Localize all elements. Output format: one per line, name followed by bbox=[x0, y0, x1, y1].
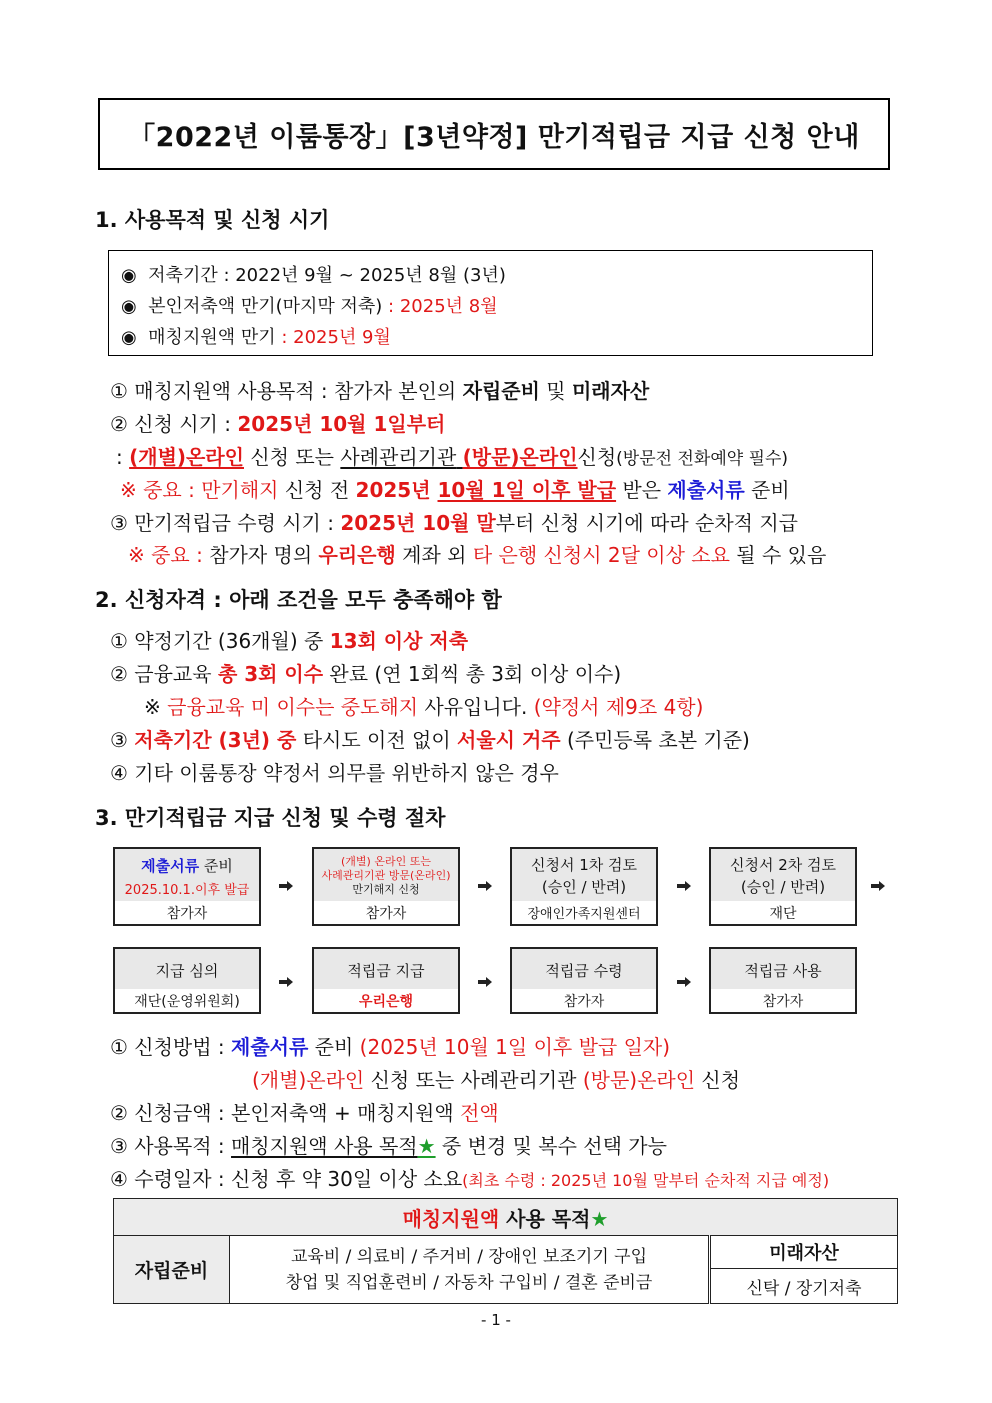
arrow-right-icon bbox=[871, 881, 885, 891]
period-info-box bbox=[108, 250, 873, 356]
future-assets-items: 신탁 / 장기저축 bbox=[710, 1269, 898, 1304]
flow-step-7: 적립금 수령 참가자 bbox=[510, 947, 658, 1014]
future-assets-label: 미래자산 bbox=[710, 1236, 898, 1269]
info-line-1 bbox=[121, 261, 506, 287]
flow-step-6: 적립금 지급 우리은행 bbox=[312, 947, 460, 1014]
info-line-3 bbox=[121, 323, 391, 349]
method-line-1: ① 신청방법 : 제출서류 준비 (2025년 10월 1일 이후 발급 일자) bbox=[110, 1035, 671, 1059]
purpose-table-title: 매칭지원액 사용 목적★ bbox=[114, 1199, 898, 1236]
radio-bullet-icon: ◉ bbox=[121, 296, 137, 317]
arrow-right-icon bbox=[478, 881, 492, 891]
section-3-heading: 3. 만기적립금 지급 신청 및 수령 절차 bbox=[95, 806, 446, 830]
qual-line-1: ① 약정기간 (36개월) 중 13회 이상 저축 bbox=[110, 629, 469, 653]
own-savings-maturity-label: 본인저축액 만기(마지막 저축) bbox=[148, 296, 389, 317]
qual-line-2: ② 금융교육 총 3회 이수 완료 (연 1회씩 총 3회 이상 이수) bbox=[110, 662, 622, 686]
qual-line-3: ③ 저축기간 (3년) 중 타시도 이전 없이 서울시 거주 (주민등록 초본 기준) bbox=[110, 728, 750, 752]
star-icon: ★ bbox=[417, 1134, 436, 1158]
info-line-2 bbox=[121, 292, 498, 318]
savings-period-text: 저축기간 : 2022년 9월 ~ 2025년 8월 (3년) bbox=[148, 265, 506, 286]
apply-period-line: ② 신청 시기 : 2025년 10월 1일부터 bbox=[110, 412, 446, 436]
arrow-right-icon bbox=[279, 977, 293, 987]
receive-period-line: ③ 만기적립금 수령 시기 : 2025년 10월 말부터 신청 시기에 따라 순차적 지급 bbox=[110, 511, 799, 535]
matching-maturity-label: 매칭지원액 만기 bbox=[148, 327, 282, 348]
purpose-table bbox=[113, 1198, 898, 1304]
amount-line: ② 신청금액 : 본인저축액 + 매칭지원액 전액 bbox=[110, 1101, 499, 1125]
flow-step-4: 신청서 2차 검토 (승인 / 반려) 재단 bbox=[709, 847, 857, 926]
flow-step-8: 적립금 사용 참가자 bbox=[709, 947, 857, 1014]
method-line-2: (개별)온라인 신청 또는 사례관리기관 (방문)온라인 신청 bbox=[252, 1068, 741, 1092]
receive-date-line: ④ 수령일자 : 신청 후 약 30일 이상 소요(최초 수령 : 2025년 10월 말부터 순차적 지급 예정) bbox=[110, 1167, 830, 1191]
section-1-heading: 1. 사용목적 및 신청 시기 bbox=[95, 208, 330, 232]
arrow-right-icon bbox=[677, 977, 691, 987]
arrow-right-icon bbox=[279, 881, 293, 891]
page-number: - 1 - bbox=[481, 1311, 511, 1329]
self-reliance-label: 자립준비 bbox=[114, 1236, 230, 1304]
qual-note: ※ 금융교육 미 이수는 중도해지 사유입니다. (약정서 제9조 4항) bbox=[144, 695, 704, 719]
purpose-line: ① 매칭지원액 사용목적 : 참가자 본인의 자립준비 및 미래자산 bbox=[110, 379, 650, 403]
radio-bullet-icon: ◉ bbox=[121, 265, 137, 286]
radio-bullet-icon: ◉ bbox=[121, 327, 137, 348]
title-box bbox=[98, 98, 890, 170]
arrow-right-icon bbox=[677, 881, 691, 891]
flow-step-5: 지급 심의 재단(운영위원회) bbox=[113, 947, 261, 1014]
qual-line-4: ④ 기타 이룸통장 약정서 의무를 위반하지 않은 경우 bbox=[110, 761, 559, 785]
important-note-2: ※ 중요 : 참가자 명의 우리은행 계좌 외 타 은행 신청시 2달 이상 소요 될 수 있음 bbox=[128, 543, 827, 567]
flow-step-1: 제출서류 준비 2025.10.1.이후 발급 참가자 bbox=[113, 847, 261, 926]
star-icon: ★ bbox=[590, 1206, 609, 1231]
section-2-heading: 2. 신청자격 : 아래 조건을 모두 충족해야 함 bbox=[95, 588, 502, 612]
apply-method-line: : (개별)온라인 신청 또는 사례관리기관 (방문)온라인신청(방문전 전화예약 필수) bbox=[116, 445, 789, 469]
self-reliance-items: 교육비 / 의료비 / 주거비 / 장애인 보조기기 구입 창업 및 직업훈련비 / 자동차 구입비 / 결혼 준비금 bbox=[230, 1236, 710, 1304]
flow-step-2: (개별) 온라인 또는 사례관리기관 방문(온라인) 만기해지 신청 참가자 bbox=[312, 847, 460, 926]
flow-step-3: 신청서 1차 검토 (승인 / 반려) 장애인가족지원센터 bbox=[510, 847, 658, 926]
usage-line: ③ 사용목적 : 매칭지원액 사용 목적★ 중 변경 및 복수 선택 가능 bbox=[110, 1134, 667, 1158]
important-note-1: ※ 중요 : 만기해지 신청 전 2025년 10월 1일 이후 발급 받은 제출서류 준비 bbox=[120, 478, 790, 502]
matching-maturity-value: : 2025년 9월 bbox=[281, 327, 391, 348]
own-savings-maturity-value: : 2025년 8월 bbox=[388, 296, 498, 317]
arrow-right-icon bbox=[478, 977, 492, 987]
page-title: 「2022년 이룸통장」[3년약정] 만기적립금 지급 신청 안내 bbox=[128, 121, 860, 153]
